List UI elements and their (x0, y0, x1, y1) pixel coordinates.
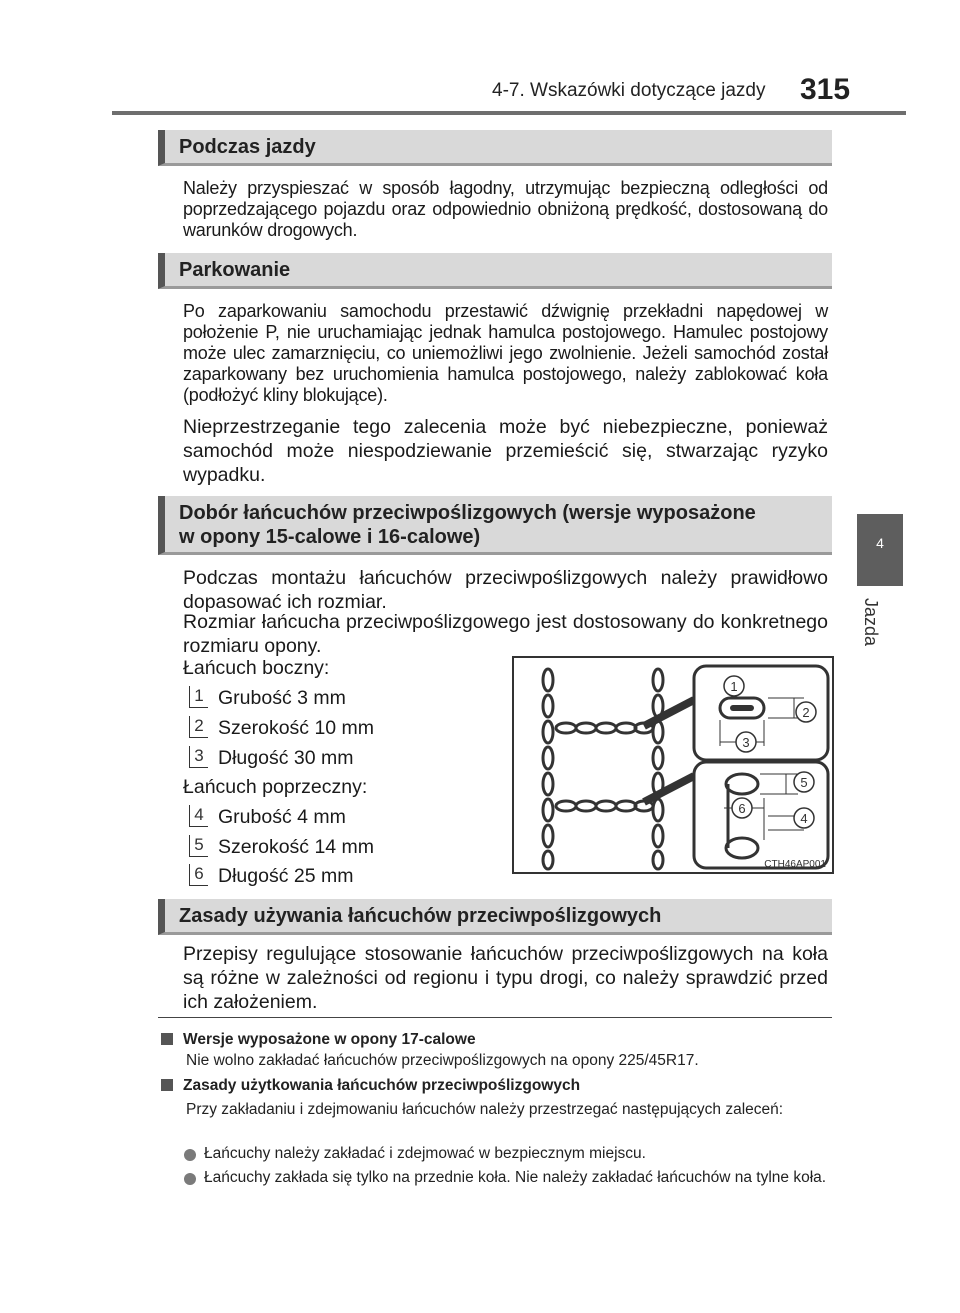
cross-chain-label: Łańcuch poprzeczny: (183, 776, 368, 798)
spec-number-5: 5 (189, 835, 208, 857)
chains-heading-line2: w opony 15-calowe i 16-calowe) (179, 526, 481, 548)
spec-text-4: Grubość 4 mm (218, 806, 346, 828)
bullet-item-1: Łańcuchy należy zakładać i zdejmować w bezpiecznym miejscu. (204, 1145, 646, 1162)
note-title-usage (161, 1077, 580, 1095)
callout-6: 6 (738, 801, 746, 816)
running-header: 4-7. Wskazówki dotyczące jazdy (492, 80, 766, 101)
note-text-17inch: Nie wolno zakładać łańcuchów przeciwpoślizgowych na opony 225/45R17. (186, 1052, 699, 1069)
chain-illustration (512, 656, 834, 874)
section-heading-chains (158, 496, 832, 555)
side-chain-label: Łańcuch boczny: (183, 657, 330, 679)
chains-heading-line1: Dobór łańcuchów przeciwpoślizgowych (wersje wyposażone (179, 502, 756, 524)
chapter-label: Jazda (861, 598, 881, 647)
callout-5: 5 (800, 775, 808, 790)
spec-number-3: 3 (189, 746, 208, 768)
note-title-17inch (161, 1031, 476, 1049)
header-divider (112, 111, 906, 115)
callout-3: 3 (742, 735, 750, 750)
chains-paragraph-1: Podczas montażu łańcuchów przeciwpoślizgowych należy prawidłowo dopasować ich rozmiar. (183, 567, 828, 613)
callout-2: 2 (802, 705, 810, 720)
page-number: 315 (800, 73, 851, 106)
rules-paragraph: Przepisy regulujące stosowanie łańcuchów przeciwpoślizgowych na koła są różne w zależności od regionu i typu drogi, co należy sprawdzić przed ich założeniem. (183, 943, 828, 1013)
chapter-tab: 4 (857, 514, 903, 586)
figure-code: CTH46AP001 (764, 859, 826, 870)
note-title-17inch-text: Wersje wyposażone w opony 17-calowe (183, 1031, 476, 1048)
spec-number-1: 1 (189, 686, 208, 708)
section-heading-driving: Podczas jazdy (158, 130, 832, 166)
driving-paragraph: Należy przyspieszać w sposób łagodny, utrzymując bezpieczną odległości od poprzedzającego pojazdu oraz odpowiednio obniżoną prędkość, dostosowaną do warunków drogowych. (183, 178, 828, 240)
chains-paragraph-2: Rozmiar łańcucha przeciwpoślizgowego jest dostosowany do konkretnego rozmiaru opony. (183, 611, 828, 657)
note-title-usage-text: Zasady użytkowania łańcuchów przeciwpoślizgowych (183, 1077, 581, 1094)
note-text-usage: Przy zakładaniu i zdejmowaniu łańcuchów należy przestrzegać następujących zaleceń: (186, 1101, 784, 1118)
bullet-item-2: Łańcuchy zakłada się tylko na przednie koła. Nie należy zakładać łańcuchów na tylne koła. (204, 1169, 827, 1186)
section-heading-rules: Zasady używania łańcuchów przeciwpoślizgowych (158, 899, 832, 935)
callout-1: 1 (730, 679, 738, 694)
callout-4: 4 (800, 811, 808, 826)
spec-number-2: 2 (189, 716, 208, 738)
parking-paragraph-2: Nieprzestrzeganie tego zalecenia może być niebezpieczne, ponieważ samochód może niespodziewanie przemieścić się, stwarzając ryzyko wypadku. (183, 416, 828, 486)
parking-paragraph-1: Po zaparkowaniu samochodu przestawić dźwignię przekładni napędowej w położenie P, nie uruchamiając jednak hamulca postojowego. Hamulec postojowy może ulec zamarznięciu, co uniemożliwi jego zwolnienie. Jeżeli samochód został zaparkowany bez uruchomienia hamulca postojowego, należy zablokować koła (podłożyć kliny blokujące). (183, 301, 828, 405)
notes-divider (158, 1017, 832, 1018)
bullet-dot-icon (184, 1173, 196, 1185)
chain-diagram-svg (514, 658, 832, 872)
square-bullet-icon (161, 1033, 173, 1045)
bullet-dot-icon (184, 1149, 196, 1161)
spec-text-2: Szerokość 10 mm (218, 717, 375, 739)
section-heading-parking: Parkowanie (158, 253, 832, 289)
spec-text-3: Długość 30 mm (218, 747, 354, 769)
spec-number-4: 4 (189, 805, 208, 827)
spec-text-6: Długość 25 mm (218, 865, 354, 887)
spec-number-6: 6 (189, 864, 208, 886)
square-bullet-icon (161, 1079, 173, 1091)
spec-text-5: Szerokość 14 mm (218, 836, 375, 858)
spec-text-1: Grubość 3 mm (218, 687, 346, 709)
